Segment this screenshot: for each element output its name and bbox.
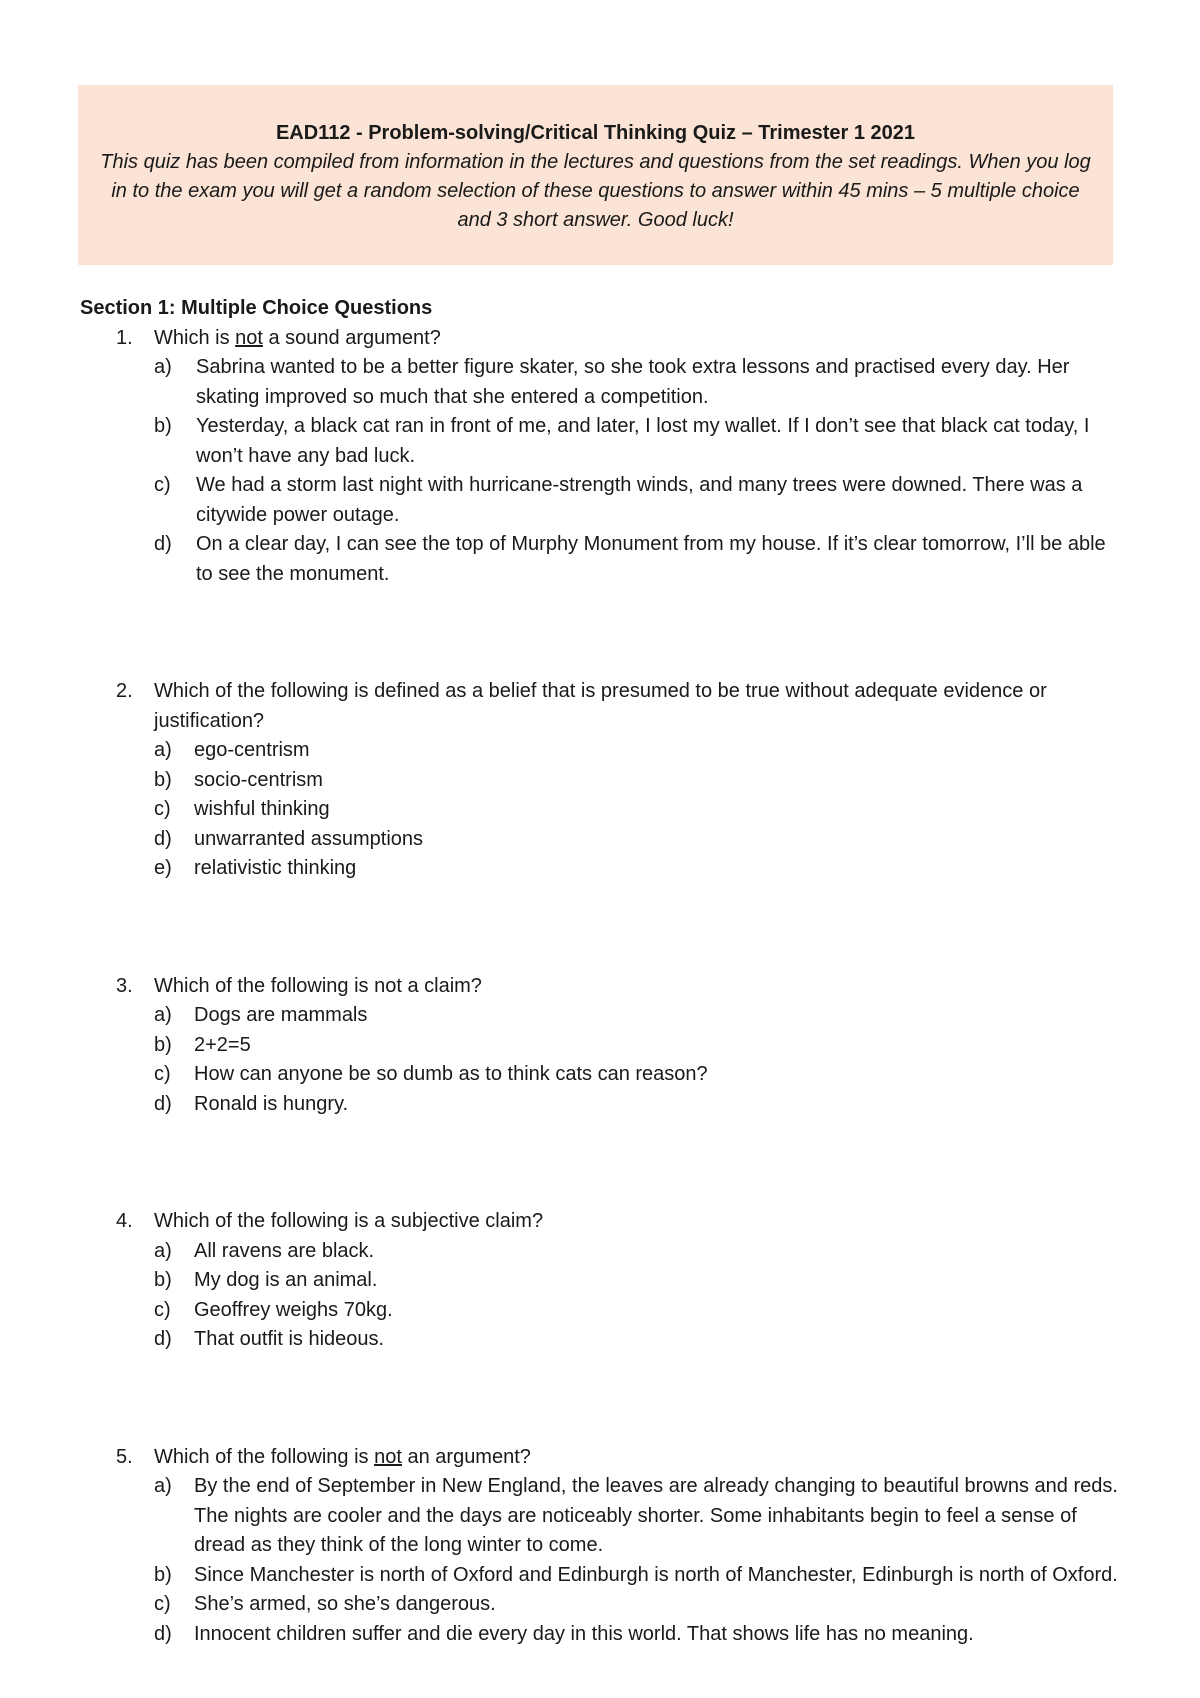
option-letter: c) [154, 1063, 171, 1085]
option-letter: c) [154, 474, 171, 496]
option-b [154, 1266, 1120, 1296]
question-text: Which of the following is a subjective claim? [154, 1210, 544, 1232]
option-text: All ravens are black. [194, 1239, 375, 1262]
spacer [80, 589, 1120, 677]
option-letter: b) [154, 1269, 172, 1291]
question-text: Which of the following is not an argument? [154, 1445, 531, 1468]
quiz-header-box [78, 85, 1113, 265]
option-text: relativistic thinking [194, 857, 357, 879]
option-letter: d) [154, 1622, 172, 1645]
option-letter: a) [154, 739, 172, 761]
question-text: Which is not a sound argument? [154, 326, 441, 349]
option-d [154, 1325, 1120, 1355]
spacer [80, 1119, 1120, 1207]
option-text: unwarranted assumptions [194, 827, 424, 850]
option-c [154, 1590, 1120, 1620]
option-text: Geoffrey weighs 70kg. [194, 1298, 393, 1321]
option-list [154, 1001, 1120, 1119]
option-text: My dog is an animal. [194, 1269, 378, 1291]
quiz-intro: This quiz has been compiled from information in the lectures and questions from the set readings. When you log in to the exam you will get a random selection of these questions to answer within 45 mins – 5 multiple choice and 3 short answer. Good luck! [100, 151, 1091, 231]
option-a [154, 1001, 1120, 1031]
option-text: ego-centrism [194, 739, 310, 761]
option-letter: c) [154, 798, 171, 820]
option-e [154, 854, 1120, 884]
option-letter: d) [154, 533, 172, 555]
option-text: We had a storm last night with hurricane-strength winds, and many trees were downed. There was a citywide power outage. [196, 474, 1083, 526]
option-d [154, 1620, 1120, 1650]
option-text: Yesterday, a black cat ran in front of me, and later, I lost my wallet. If I don’t see that black cat today, I won’t have any bad luck. [196, 415, 1090, 467]
option-letter: d) [154, 1092, 172, 1115]
question-text: Which of the following is not a claim? [154, 974, 482, 997]
option-c [154, 471, 1120, 530]
question-number: 3. [116, 974, 133, 997]
option-text: Ronald is hungry. [194, 1092, 349, 1115]
option-text: Since Manchester is north of Oxford and Edinburgh is north of Manchester, Edinburgh is north of Oxford. [194, 1563, 1118, 1586]
question-number: 1. [116, 326, 133, 349]
option-c [154, 1296, 1120, 1326]
option-d [154, 530, 1120, 589]
option-letter: e) [154, 857, 172, 879]
spacer [80, 1355, 1120, 1443]
spacer [80, 884, 1120, 972]
option-letter: d) [154, 1328, 172, 1350]
option-letter: c) [154, 1593, 171, 1615]
option-b [154, 1561, 1120, 1591]
question-1 [80, 324, 1120, 590]
option-c [154, 1060, 1120, 1090]
option-text: By the end of September in New England, the leaves are already changing to beautiful browns and reds. The nights are cooler and the days are noticeably shorter. Some inhabitants begin to feel a sense of dread as they think of the long winter to come. [194, 1475, 1118, 1556]
underlined-word: not [374, 1445, 402, 1468]
underlined-word: not [235, 326, 263, 349]
option-text: On a clear day, I can see the top of Murphy Monument from my house. If it’s clear tomorrow, I’ll be able to see the monument. [196, 533, 1106, 585]
option-list [154, 353, 1120, 589]
option-d [154, 825, 1120, 855]
option-d [154, 1090, 1120, 1120]
option-list [154, 1237, 1120, 1355]
option-letter: a) [154, 356, 172, 378]
option-text: socio-centrism [194, 768, 323, 791]
option-letter: b) [154, 1563, 172, 1586]
option-a [154, 736, 1120, 766]
option-letter: a) [154, 1004, 172, 1026]
option-text: She’s armed, so she’s dangerous. [194, 1593, 496, 1615]
option-text: That outfit is hideous. [194, 1328, 385, 1350]
option-text: Innocent children suffer and die every day in this world. That shows life has no meaning. [194, 1622, 974, 1645]
option-text: Sabrina wanted to be a better figure skater, so she took extra lessons and practised every day. Her skating improved so much that she entered a competition. [196, 356, 1070, 408]
option-b [154, 766, 1120, 796]
option-text: Dogs are mammals [194, 1004, 368, 1026]
option-b [154, 412, 1120, 471]
option-list [154, 736, 1120, 884]
option-text: How can anyone be so dumb as to think cats can reason? [194, 1063, 708, 1085]
option-a [154, 1237, 1120, 1267]
option-letter: b) [154, 768, 172, 791]
option-letter: c) [154, 1298, 171, 1321]
option-letter: a) [154, 1239, 172, 1262]
question-number: 5. [116, 1445, 133, 1468]
option-a [154, 1472, 1120, 1561]
question-5 [80, 1443, 1120, 1650]
question-3 [80, 972, 1120, 1120]
quiz-title: EAD112 - Problem-solving/Critical Thinking Quiz – Trimester 1 2021 [275, 122, 916, 144]
question-4 [80, 1207, 1120, 1355]
option-letter: b) [154, 1033, 172, 1056]
option-c [154, 795, 1120, 825]
question-number: 4. [116, 1210, 133, 1232]
option-text: 2+2=5 [194, 1033, 251, 1056]
option-text: wishful thinking [194, 798, 330, 820]
question-2 [80, 677, 1120, 884]
section-title: Section 1: Multiple Choice Questions [80, 297, 433, 319]
option-letter: a) [154, 1475, 172, 1497]
question-number: 2. [116, 680, 133, 702]
option-letter: b) [154, 415, 172, 437]
option-list [154, 1472, 1120, 1649]
option-b [154, 1031, 1120, 1061]
option-letter: d) [154, 827, 172, 850]
question-text: Which of the following is defined as a belief that is presumed to be true without adequate evidence or justification? [154, 680, 1047, 732]
option-a [154, 353, 1120, 412]
quiz-content [80, 294, 1120, 1649]
